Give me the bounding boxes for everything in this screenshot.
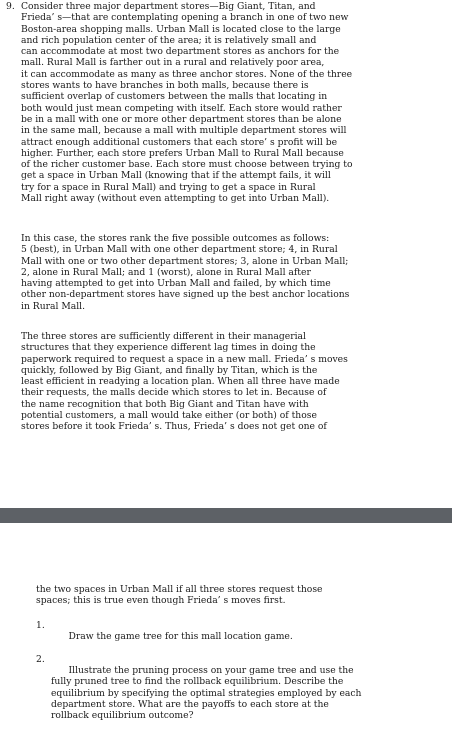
paragraph-lag-times: The three stores are sufficiently different in their managerial structures that they experience different lag times in doing the paperwork required to request a space in a new mall. Frieda’ s moves quickly, followed by Big Giant, and finally by Titan, which is the least efficient in readying a location plan. When all three have made their requests, the malls decide which stores to let in. Because of the name recognition that both Big Giant and Titan have with potential customers, a mall would take either (or both) of those stores before it took Frieda’ s. Thus, Frieda’ s does not get one of — [21, 331, 348, 433]
sub-question-list — [36, 620, 448, 733]
page-break-divider — [0, 508, 452, 523]
sub-question-number: 1. — [36, 620, 45, 631]
sub-question-number: 2. — [36, 653, 45, 665]
paragraph-continuation: the two spaces in Urban Mall if all three stores request those spaces; this is true even though Frieda’ s moves first. — [36, 584, 323, 607]
sub-question-2 — [36, 654, 448, 733]
sub-question-text: Draw the game tree for this mall location game. — [68, 631, 293, 643]
sub-question-1 — [36, 620, 448, 654]
sub-question-text: Illustrate the pruning process on your game tree and use the fully pruned tree to find the rollback equilibrium. Describe the equilibrium by specifying the optimal strategies employed by each department store. What are the payoffs to each store at the rollback equilibrium outcome? — [51, 665, 362, 722]
paragraph-setup: Consider three major department stores—Big Giant, Titan, and Frieda’ s—that are contemplating opening a branch in one of two new Boston-area shopping malls. Urban Mall is located close to the large and rich population center of the area; it is relatively small and can accommodate at most two department stores as anchors for the mall. Rural Mall is farther out in a rural and relatively poor area, it can accommodate as many as three anchor stores. None of the three stores wants to have branches in both malls, because there is sufficient overlap of customers between the malls that locating in both would just mean competing with itself. Each store would rather be in a mall with one or more other department stores than be alone in the same mall, because a mall with multiple department stores will attract enough additional customers that each store’ s profit will be higher. Further, each store prefers Urban Mall to Rural Mall because of the richer customer base. Each store must choose between trying to get a space in Urban Mall (knowing that if the attempt fails, it will try for a space in Rural Mall) and trying to get a space in Rural Mall right away (without even attempting to get into Urban Mall). — [21, 1, 353, 205]
page-bottom — [0, 523, 452, 722]
question-number: 9. — [6, 1, 15, 12]
paragraph-rankings: In this case, the stores rank the five possible outcomes as follows: 5 (best), in Urban Mall with one other department store; 4, in Rural Mall with one or two other department stores; 3, alone in Urban Mall; 2, alone in Rural Mall; and 1 (worst), alone in Rural Mall after having attempted to get into Urban Mall and failed, by which time other non-department stores have signed up the best anchor locations in Rural Mall. — [21, 233, 350, 312]
